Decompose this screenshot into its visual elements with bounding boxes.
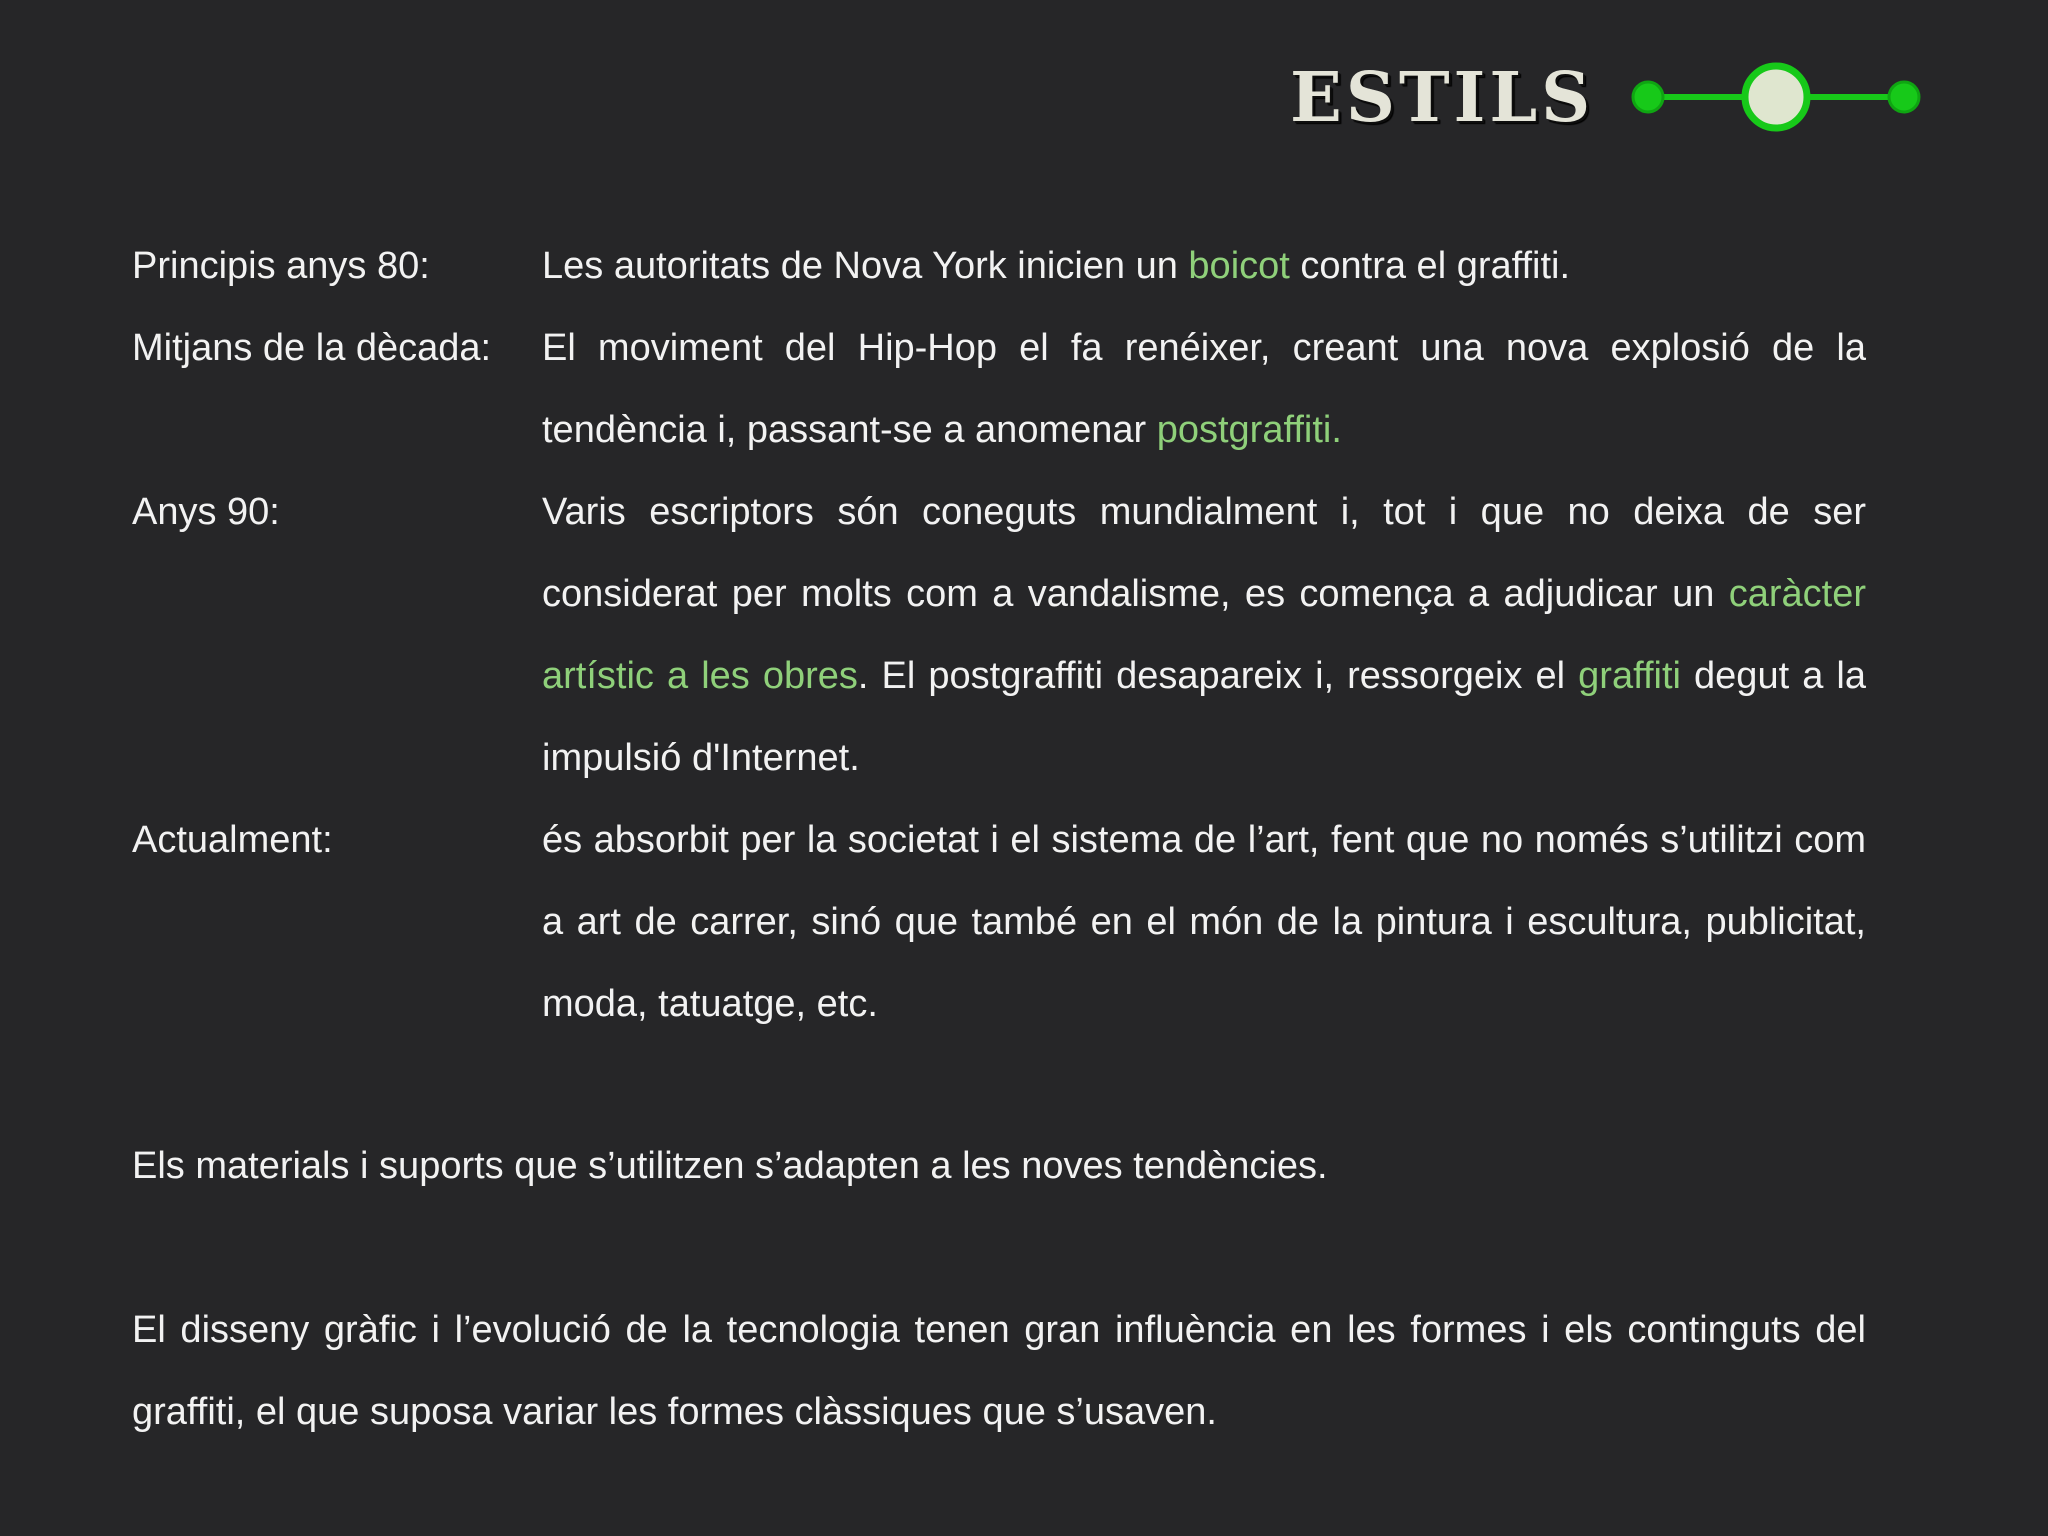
description-text: contra el graffiti. <box>1289 245 1571 287</box>
description-text: Les autoritats de Nova York inicien un <box>542 245 1189 287</box>
timeline-label: Anys 90: <box>132 491 280 533</box>
timeline-label: Actualment: <box>132 819 333 861</box>
body-paragraph: El disseny gràfic i l’evolució de la tecnologia tenen gran influència en les formes i els continguts del graffiti, el que suposa variar les formes clàssiques que s’usaven. <box>132 1309 1866 1433</box>
progress-step-1 <box>1633 82 1663 112</box>
body-paragraph: Els materials i suports que s’utilitzen s’adapten a les noves tendències. <box>132 1145 1328 1187</box>
timeline-description <box>542 471 1866 799</box>
progress-current-knob <box>1745 66 1807 128</box>
description-text: . El postgraffiti desapareix i, ressorgeix el <box>857 655 1579 697</box>
timeline-entry <box>132 471 1866 799</box>
timeline-description <box>542 799 1866 1045</box>
highlight-term: postgraffiti. <box>1156 409 1342 451</box>
description-text: degut a la impulsió d'Internet. <box>542 655 1866 779</box>
progress-indicator <box>1620 52 1940 142</box>
timeline-label: Principis anys 80: <box>132 245 430 287</box>
description-text: és absorbit per la societat i el sistema de l’art, fent que no només s’utilitzi com a art de carrer, sinó que també en el món de la pintura i escultura, publicitat, moda, tatuatge, etc. <box>542 819 1866 1025</box>
timeline-description <box>542 225 1866 307</box>
highlight-term: graffiti <box>1578 655 1681 697</box>
timeline-entry <box>132 307 1866 471</box>
timeline-description <box>542 307 1866 471</box>
slide-title: ESTILS <box>1290 58 1595 138</box>
highlight-term: boicot <box>1188 245 1290 287</box>
timeline-entry <box>132 225 1866 307</box>
highlight-term: caràcter artístic a les obres <box>542 573 1866 697</box>
timeline-entry <box>132 799 1866 1045</box>
timeline <box>132 225 1866 1045</box>
progress-step-3 <box>1889 82 1919 112</box>
timeline-label: Mitjans de la dècada: <box>132 327 492 369</box>
description-text: El moviment del Hip-Hop el fa renéixer, creant una nova explosió de la tendència i, passant-se a anomenar <box>542 327 1866 451</box>
description-text: Varis escriptors són coneguts mundialment i, tot i que no deixa de ser considerat per molts com a vandalisme, es comença a adjudicar un <box>542 491 1866 615</box>
